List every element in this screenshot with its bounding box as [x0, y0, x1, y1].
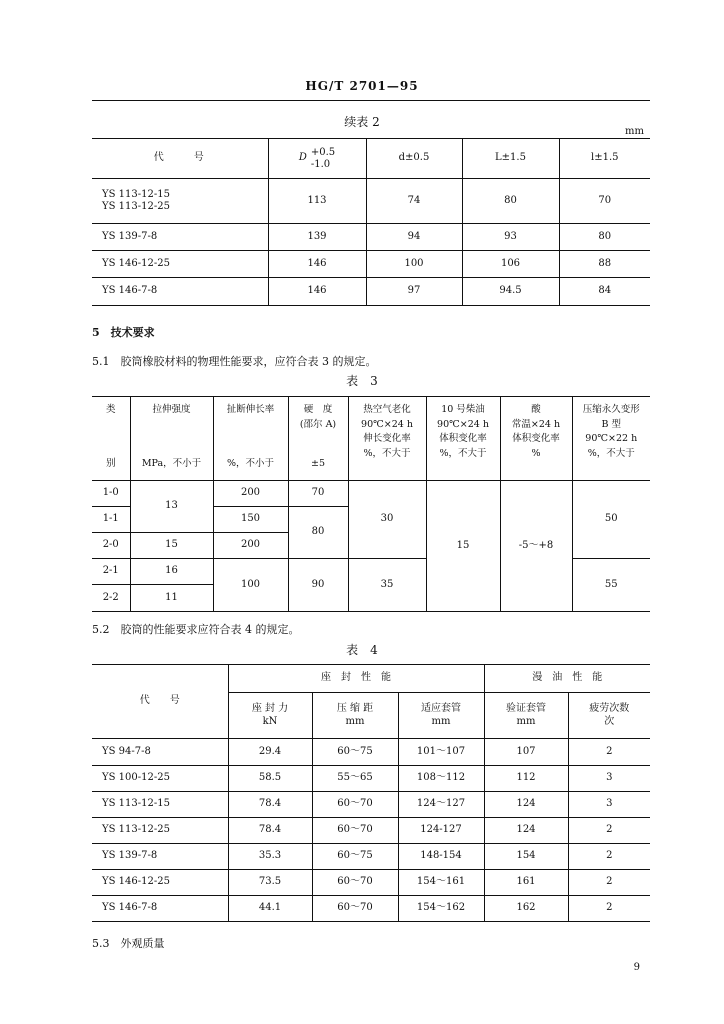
table4-distance: 60～70 — [312, 818, 398, 844]
table2-cell-D: 146 — [268, 278, 366, 306]
table4-test-casing: 124 — [484, 818, 568, 844]
table4-casing: 124-127 — [398, 818, 484, 844]
table3-header-aging-unit: %，不大于 — [363, 448, 411, 460]
table3-header-aging-cond: 90℃×24 h — [361, 418, 413, 430]
table4-test-casing: 154 — [484, 844, 568, 870]
table2-cell-L: 80 — [462, 179, 559, 224]
table-row — [92, 739, 650, 766]
table4-casing: 148-154 — [398, 844, 484, 870]
section-5-2-text: 5.2 胶筒的性能要求应符合表 4 的规定。 — [92, 623, 300, 636]
table3-tensile: 11 — [130, 585, 213, 612]
table-row — [92, 224, 650, 251]
table3-elongation: 150 — [213, 507, 288, 533]
table4-distance: 60～75 — [312, 739, 398, 766]
table4-casing: 108～112 — [398, 766, 484, 792]
table3-class: 2-1 — [92, 559, 130, 585]
table2-code: YS 146-12-25 — [92, 251, 268, 278]
table4-code: YS 113-12-25 — [92, 818, 228, 844]
table3-header-compression: 压缩永久变形 — [582, 404, 640, 415]
table2-header-D: D +0.5 -1.0 — [268, 139, 366, 179]
table3-header-aging: 热空气老化 — [363, 404, 411, 415]
table4-code: YS 146-12-25 — [92, 870, 228, 896]
table4-force: 35.3 — [228, 844, 312, 870]
table2-header-D-tol-bottom: -1.0 — [310, 158, 331, 170]
table3-header-hardness: 硬 度 — [303, 404, 333, 415]
table4-casing: 154～162 — [398, 896, 484, 922]
table4-header-test-casing-unit: mm — [516, 715, 536, 727]
table4-force: 78.4 — [228, 818, 312, 844]
table4-distance: 60～70 — [312, 870, 398, 896]
table4-caption: 表 4 — [346, 643, 378, 657]
table-row — [92, 870, 650, 896]
table4-fatigue: 2 — [568, 739, 650, 766]
table2-code: YS 139-7-8 — [92, 224, 268, 251]
table4-code: YS 139-7-8 — [92, 844, 228, 870]
table3-elongation: 200 — [213, 533, 288, 559]
table3-compression: 55 — [572, 559, 650, 612]
table2-cell-d: 100 — [366, 251, 462, 278]
table4-header-code: 代 号 — [92, 665, 228, 739]
table3-header-tensile: 拉伸强度 — [152, 404, 191, 415]
table-row — [92, 179, 650, 224]
table3-header-acid: 酸 — [531, 404, 541, 415]
table4-header-fatigue: 疲劳次数 — [589, 703, 630, 714]
table3-header-acid-unit: % — [531, 448, 541, 460]
table2-cell-d: 94 — [366, 224, 462, 251]
table3-caption: 表 3 — [346, 374, 378, 388]
table2-header-D-tol-top: +0.5 — [310, 146, 336, 158]
table3-aging: 30 — [348, 481, 426, 559]
table3-class: 1-0 — [92, 481, 130, 507]
table4-test-casing: 107 — [484, 739, 568, 766]
table2-cell-l: 88 — [559, 251, 650, 278]
table4-code: YS 94-7-8 — [92, 739, 228, 766]
table4-header-test-casing: 验证套管 — [506, 703, 546, 714]
table3-diesel: 15 — [426, 481, 500, 612]
table4-fatigue: 3 — [568, 766, 650, 792]
table4-force: 29.4 — [228, 739, 312, 766]
table4-distance: 60～70 — [312, 792, 398, 818]
table4-casing: 101～107 — [398, 739, 484, 766]
table4-test-casing: 161 — [484, 870, 568, 896]
table2-header-L: L±1.5 — [462, 139, 559, 179]
table3-header-diesel-cond: 90℃×24 h — [437, 418, 489, 430]
table3-tensile: 16 — [130, 559, 213, 585]
document-header: HG/T 2701—95 — [305, 79, 419, 93]
table3-hardness: 70 — [288, 481, 348, 507]
table4-header-oil-group: 漫 油 性 能 — [484, 665, 650, 693]
table3-header-hardness-tol: ±5 — [310, 458, 325, 470]
table3-header-diesel-rate: 体积变化率 — [439, 433, 487, 445]
table3-header-hardness-scale: (邵尔 A) — [299, 418, 337, 430]
table4-force: 44.1 — [228, 896, 312, 922]
table4-header-seal-group: 座 封 性 能 — [228, 665, 484, 693]
table4-header-casing-unit: mm — [431, 715, 451, 727]
table4-force: 78.4 — [228, 792, 312, 818]
table-row — [92, 818, 650, 844]
table3-hardness: 90 — [288, 559, 348, 612]
page-number: 9 — [633, 962, 640, 973]
table2 — [92, 138, 650, 306]
table-row — [92, 844, 650, 870]
table4-distance: 55～65 — [312, 766, 398, 792]
table3 — [92, 396, 650, 612]
table2-caption: 续表 2 — [344, 115, 380, 129]
table3-header-compression-unit: %，不大于 — [587, 448, 635, 460]
table4-header-compress-distance-unit: mm — [345, 715, 365, 727]
table2-cell-D: 113 — [268, 179, 366, 224]
table4-casing: 124～127 — [398, 792, 484, 818]
table3-class: 2-2 — [92, 585, 130, 612]
table4-code: YS 113-12-15 — [92, 792, 228, 818]
table3-header-elongation: 扯断伸长率 — [226, 404, 275, 415]
table3-class: 2-0 — [92, 533, 130, 559]
table3-header-elongation-unit: %，不小于 — [226, 458, 275, 470]
table2-header-l: l±1.5 — [559, 139, 650, 179]
table3-hardness: 80 — [288, 507, 348, 559]
table2-unit: mm — [625, 126, 644, 137]
table4-distance: 60～75 — [312, 844, 398, 870]
table4-test-casing: 112 — [484, 766, 568, 792]
table2-cell-L: 94.5 — [462, 278, 559, 306]
table2-code: YS 113-12-25 — [102, 201, 170, 212]
section-5-1-text: 5.1 胶筒橡胶材料的物理性能要求，应符合表 3 的规定。 — [92, 355, 377, 368]
table3-header-aging-rate: 伸长变化率 — [363, 433, 411, 445]
table3-header-class-top: 类 — [105, 404, 116, 415]
table4-header-compress-distance: 压 缩 距 — [336, 703, 374, 714]
table4-header-casing: 适应套管 — [421, 703, 461, 714]
section-5-3-text: 5.3 外观质量 — [92, 937, 165, 950]
table2-header-code: 代 号 — [92, 139, 268, 179]
table-row — [92, 792, 650, 818]
table-row — [92, 766, 650, 792]
table2-cell-L: 106 — [462, 251, 559, 278]
table4-code: YS 100-12-25 — [92, 766, 228, 792]
table3-tensile: 13 — [130, 481, 213, 533]
table3-tensile: 15 — [130, 533, 213, 559]
table4-header-seal-force: 座 封 力 — [251, 703, 289, 714]
table4-distance: 60～70 — [312, 896, 398, 922]
table4 — [92, 664, 650, 922]
section-5-title: 5 技术要求 — [92, 326, 155, 339]
table2-code: YS 113-12-15 — [102, 188, 170, 200]
table2-cell-l: 80 — [559, 224, 650, 251]
table-row — [92, 251, 650, 278]
table4-code: YS 146-7-8 — [92, 896, 228, 922]
table3-header-acid-rate: 体积变化率 — [512, 433, 560, 445]
table2-cell-D: 139 — [268, 224, 366, 251]
table4-test-casing: 124 — [484, 792, 568, 818]
table3-header-diesel: 10 号柴油 — [441, 404, 485, 415]
table3-elongation: 200 — [213, 481, 288, 507]
table4-casing: 154～161 — [398, 870, 484, 896]
table4-header-fatigue-unit: 次 — [604, 715, 615, 727]
table3-acid: -5～+8 — [500, 481, 572, 612]
table3-header-compression-type: B 型 — [601, 418, 621, 430]
table2-header-d: d±0.5 — [366, 139, 462, 179]
table3-aging: 35 — [348, 559, 426, 612]
table4-header-seal-force-unit: kN — [262, 715, 278, 727]
table3-elongation: 100 — [213, 559, 288, 612]
table-row — [92, 896, 650, 922]
table4-fatigue: 2 — [568, 844, 650, 870]
table2-cell-d: 97 — [366, 278, 462, 306]
table2-cell-l: 84 — [559, 278, 650, 306]
table2-cell-l: 70 — [559, 179, 650, 224]
table3-compression: 50 — [572, 481, 650, 559]
table3-header-tensile-unit: MPa，不小于 — [141, 458, 202, 470]
table3-header-compression-cond: 90℃×22 h — [585, 433, 638, 445]
table4-fatigue: 2 — [568, 896, 650, 922]
table4-fatigue: 3 — [568, 792, 650, 818]
table4-fatigue: 2 — [568, 870, 650, 896]
header-rule — [92, 100, 650, 101]
table3-header-diesel-unit: %，不大于 — [439, 448, 487, 460]
table4-test-casing: 162 — [484, 896, 568, 922]
table4-force: 73.5 — [228, 870, 312, 896]
table2-cell-d: 74 — [366, 179, 462, 224]
table3-class: 1-1 — [92, 507, 130, 533]
table2-code: YS 146-7-8 — [102, 285, 158, 297]
table4-force: 58.5 — [228, 766, 312, 792]
table3-header-class-bottom: 别 — [105, 458, 116, 470]
table4-fatigue: 2 — [568, 818, 650, 844]
table-row — [92, 481, 650, 507]
table2-cell-D: 146 — [268, 251, 366, 278]
table3-header-acid-cond: 常温×24 h — [511, 418, 561, 430]
table-row — [92, 278, 650, 306]
table2-cell-L: 93 — [462, 224, 559, 251]
